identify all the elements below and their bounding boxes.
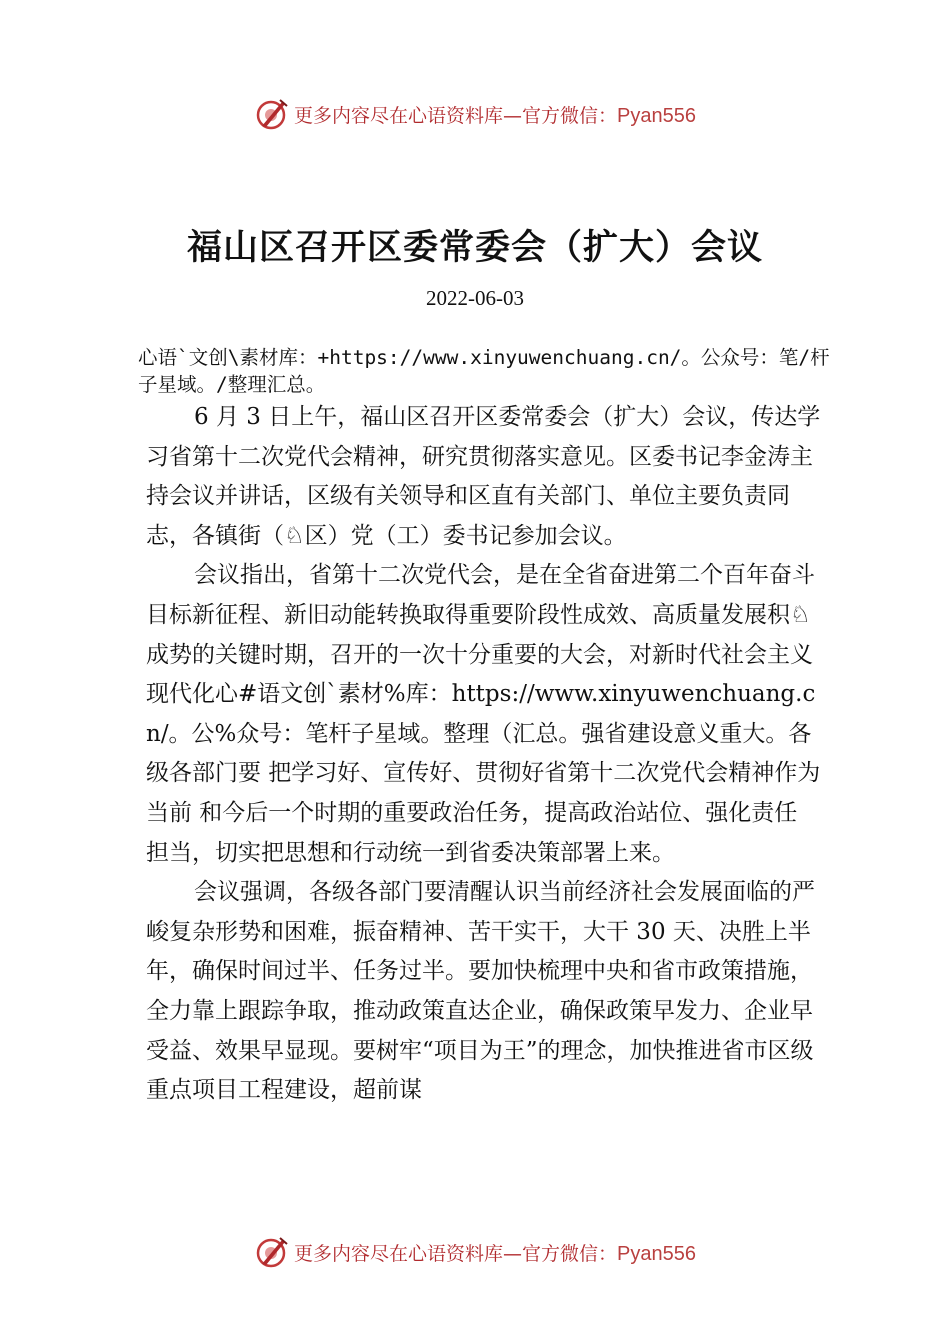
footer-banner	[0, 1232, 950, 1272]
article-date: 2022-06-03	[426, 286, 524, 310]
article-title: 福山区召开区委常委会（扩大）会议	[186, 227, 763, 268]
paragraph: 会议强调，各级各部门要清醒认识当前经济社会发展面临的严峻复杂形势和困难，振奋精神、苦干实干，大干 30 天、决胜上半年，确保时间过半、任务过半。要加快梳理中央和省市政策措施，全力靠上跟踪争取，推动政策直达企业，确保政策早发力、企业早受益、效果早显现。要树牢“项目为王”的理念，加快推进省市区级重点项目工程建设，超前谋	[146, 879, 815, 1104]
banner-text: 更多内容尽在心语资料库—官方微信：Pyan556	[294, 104, 696, 127]
paragraph: 会议指出，省第十二次党代会，是在全省奋进第二个百年奋斗目标新征程、新旧动能转换取得重要阶段性成效、高质量发展积♘成势的关键时期，召开的一次十分重要的大会，对新时代社会主义现代化心#语文创`素材%库：https://www.xinyuwenchuang.cn/。公%众号：笔杆子星域。整理（汇总。强省建设意义重大。各级各部门要 把学习好、宣传好、贯彻好省第十二次党代会精神作为当前 和今后一个时期的重要政治任务，提高政治站位、强化责任 担当，切实把思想和行动统一到省委决策部署上来。	[146, 562, 821, 866]
banner-text: 更多内容尽在心语资料库—官方微信：Pyan556	[294, 1242, 696, 1265]
brush-logo-icon	[254, 96, 290, 132]
wechat-id: Pyan556	[617, 104, 696, 127]
article-body	[146, 398, 826, 1111]
source-note: 心语`文创\素材库：+https://www.xinyuwenchuang.cn/。公众号：笔/杆子星域。/整理汇总。	[138, 346, 830, 396]
brush-logo-icon	[254, 1234, 290, 1270]
header-banner	[0, 94, 950, 134]
wechat-id: Pyan556	[617, 1242, 696, 1265]
paragraph: 6 月 3 日上午，福山区召开区委常委会（扩大）会议，传达学习省第十二次党代会精神，研究贯彻落实意见。区委书记李金涛主持会议并讲话，区级有关领导和区直有关部门、单位主要负责同志，各镇街（♘区）党（工）委书记参加会议。	[146, 404, 821, 549]
